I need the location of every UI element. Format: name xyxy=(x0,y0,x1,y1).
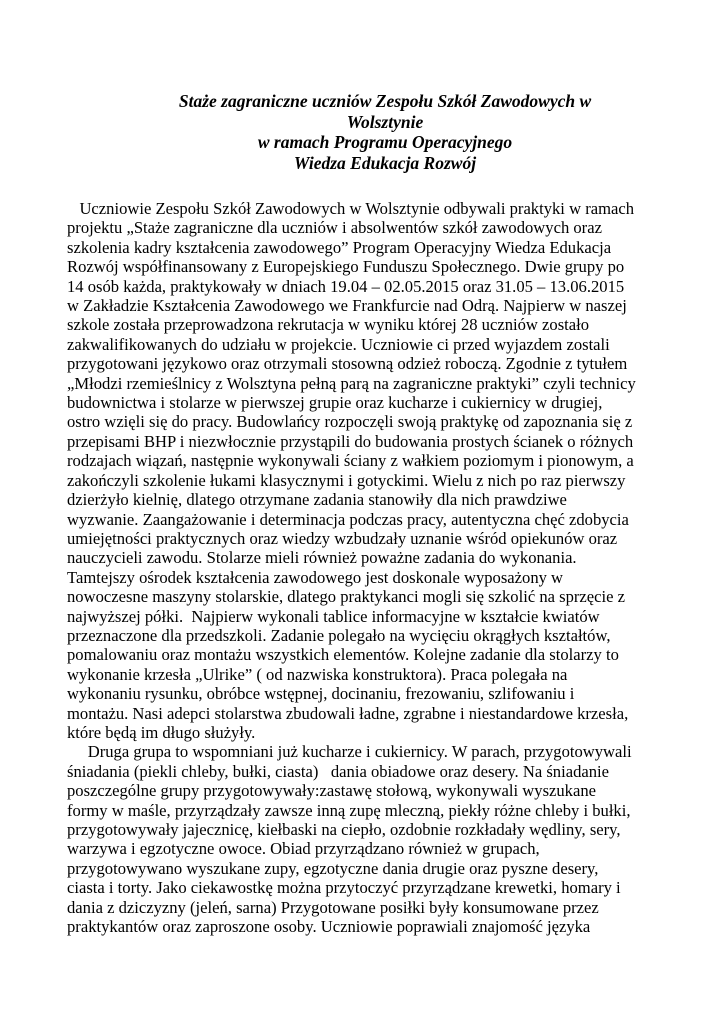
text-line: wykonaniu rysunku, obróbce wstępnej, docinaniu, frezowaniu, szlifowaniu i xyxy=(67,684,575,704)
text-line: budownictwa i stolarze w pierwszej grupie oraz kucharze i cukiernicy w drugiej, xyxy=(67,393,603,413)
text-line: umiejętności praktycznych oraz wiedzy wzbudzały uznanie wśród opiekunów oraz xyxy=(67,528,618,548)
text-line: nauczycieli zawodu. Stolarze mieli również poważne zadania do wykonania. xyxy=(67,548,577,568)
title-line: w ramach Programu Operacyjnego xyxy=(257,132,513,152)
text-line: przepisami BHP i niezwłocznie przystąpili do budowania prostych ścianek o różnych xyxy=(67,431,634,451)
text-line: przeznaczone dla przedszkoli. Zadanie polegało na wycięciu okrągłych kształtów, xyxy=(67,625,611,645)
text-line: wyzwanie. Zaangażowanie i determinacja podczas pracy, autentyczna chęć zdobycia xyxy=(67,509,629,529)
text-line: najwyższej półki. Najpierw wykonali tablice informacyjne w kształcie kwiatów xyxy=(67,606,600,626)
text-line: wykonanie krzesła „Ulrike” ( od nazwiska konstruktora). Praca polegała na xyxy=(67,664,568,684)
text-line: ciasta i torty. Jako ciekawostkę można przytoczyć przyrządzane krewetki, homary i xyxy=(67,878,621,898)
text-line: nowoczesne maszyny stolarskie, dlatego praktykanci mogli się szkolić na sprzęcie z xyxy=(67,587,626,607)
text-line: przygotowywały jajecznicę, kiełbaski na ciepło, ozdobnie rozkładały wędliny, sery, xyxy=(67,820,621,839)
title-line: Wolsztynie xyxy=(346,111,424,132)
text-line: dzierżyło kielnię, dlatego otrzymane zadania stanowiły dla nich prawdziwe xyxy=(67,490,567,510)
article-body xyxy=(67,199,667,936)
text-line: zakończyli szkolenie łukami klasycznymi i gotyckimi. Wielu z nich po raz pierwszy xyxy=(67,470,626,490)
text-line: Druga grupa to wspomniani już kucharze i cukiernicy. W parach, przygotowywali xyxy=(67,742,632,762)
text-line: Rozwój współfinansowany z Europejskiego Funduszu Społecznego. Dwie grupy po xyxy=(67,257,625,277)
text-line: dania z dziczyzny (jeleń, sarna) Przygotowane posiłki były konsumowane przez xyxy=(67,897,599,917)
text-line: pomalowaniu oraz montażu wszystkich elementów. Kolejne zadanie dla stolarzy to xyxy=(67,645,619,665)
text-line: warzywa i egzotyczne owoce. Obiad przyrządzano również w grupach, xyxy=(67,839,540,859)
text-line: montażu. Nasi adepci stolarstwa zbudowali ładne, zgrabne i niestandardowe krzesła, xyxy=(67,703,629,723)
title-line: Wiedza Edukacja Rozwój xyxy=(293,152,477,173)
text-line: w Zakładzie Kształcenia Zawodowego we Frankfurcie nad Odrą. Najpierw w naszej xyxy=(67,296,627,316)
title-line: Staże zagraniczne uczniów Zespołu Szkół Zawodowych w xyxy=(178,91,592,111)
document-title xyxy=(150,91,620,173)
text-line: ostro wzięli się do pracy. Budowlańcy rozpoczęli swoją praktykę od zapoznania się z xyxy=(67,412,633,432)
text-line: formy w maśle, przyrządzały zawsze inną zupę mleczną, piekły różne chleby i bułki, xyxy=(67,800,631,820)
text-line: rodzajach wiązań, następnie wykonywali ściany z wałkiem poziomym i pionowym, a xyxy=(67,451,634,471)
text-line: szkolenia kadry kształcenia zawodowego” Program Operacyjny Wiedza Edukacja xyxy=(67,237,612,257)
text-line: praktykantów oraz zaproszone osoby. Uczniowie poprawiali znajomość języka xyxy=(67,917,591,937)
text-line: śniadania (piekli chleby, bułki, ciasta) dania obiadowe oraz desery. Na śniadanie xyxy=(67,761,610,781)
text-line: poszczególne grupy przygotowywały:zastawę stołową, wykonywali wyszukane xyxy=(67,781,597,801)
text-line: szkole została przeprowadzona rekrutacja w wyniku której 28 uczniów zostało xyxy=(67,315,590,335)
text-line: przygotowywano wyszukane zupy, egzotyczne dania drugie oraz pyszne desery, xyxy=(67,858,599,878)
text-line: Tamtejszy ośrodek kształcenia zawodowego jest doskonale wyposażony w xyxy=(67,567,564,587)
text-line: które będą im długo służyły. xyxy=(67,722,256,742)
text-line: 14 osób każda, praktykowały w dniach 19.04 – 02.05.2015 oraz 31.05 – 13.06.2015 xyxy=(67,276,625,296)
text-line: projektu „Staże zagraniczne dla uczniów i absolwentów szkół zawodowych oraz xyxy=(67,218,602,238)
text-line: „Młodzi rzemieślnicy z Wolsztyna pełną parą na zagraniczne praktyki” czyli technicy xyxy=(67,373,636,393)
text-line: zakwalifikowanych do udziału w projekcie. Uczniowie ci przed wyjazdem zostali xyxy=(67,334,610,354)
text-line: Uczniowie Zespołu Szkół Zawodowych w Wolsztynie odbywali praktyki w ramach xyxy=(67,199,635,218)
text-line: przygotowani językowo oraz otrzymali stosowną odzież roboczą. Zgodnie z tytułem xyxy=(67,354,628,374)
